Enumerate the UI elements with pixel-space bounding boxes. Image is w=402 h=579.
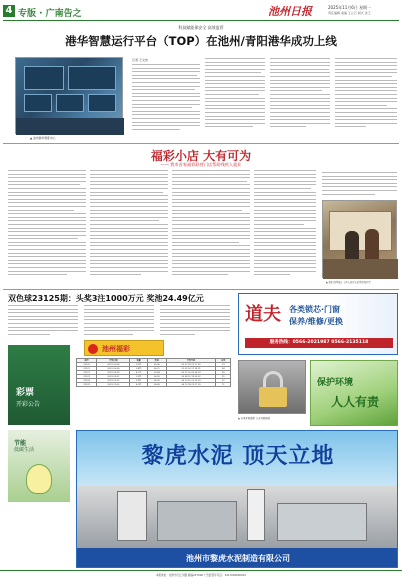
lottery-col-1 bbox=[8, 305, 78, 341]
lottery-header-cell: 销量 bbox=[130, 359, 147, 363]
lottery-cell: 09 bbox=[216, 371, 231, 375]
lottery-cell: 15 bbox=[216, 375, 231, 379]
lottery-cell: 23120 bbox=[77, 363, 97, 367]
article1-photo bbox=[15, 57, 123, 134]
lottery-cell: 02 07 18 22 27 30 bbox=[166, 363, 216, 367]
lottery-header-cell: 奖池 bbox=[147, 359, 166, 363]
article2-photo-caption: ▲ 福彩销售网点 工作人员正在销售福利彩票 bbox=[326, 281, 371, 284]
side-ad-line2: 开彩公告 bbox=[16, 401, 41, 408]
section-title: 专版 · 广南告之 bbox=[18, 9, 82, 19]
locksmith-phone: 服务热线：0566-2021987 0566-2135118 bbox=[245, 338, 393, 348]
lottery-cell: 04 bbox=[216, 367, 231, 371]
lottery-cell: 23124 bbox=[77, 379, 97, 383]
lottery-ad-title: 池州福彩 bbox=[102, 345, 130, 353]
article1-photo-caption: ▲ 池州港华调度中心 bbox=[30, 136, 56, 140]
lottery-cell: 3.8亿 bbox=[130, 367, 147, 371]
article1-column-3 bbox=[270, 58, 330, 138]
lottery-cell: 24.36 bbox=[147, 363, 166, 367]
article2-subtitle: —— 我市首家福彩联营门店帮助残疾人就业 bbox=[160, 162, 242, 167]
locksmith-caption: ▲ 各类开锁服务 专业开锁换锁 bbox=[238, 417, 271, 420]
lottery-col-2 bbox=[84, 305, 154, 341]
article2-column-4 bbox=[254, 170, 316, 285]
table-row bbox=[77, 383, 231, 387]
lottery-cell: 03 08 12 19 26 32 bbox=[166, 375, 216, 379]
article1-column-1 bbox=[132, 64, 200, 138]
lottery-cell: 23125 bbox=[77, 383, 97, 387]
environment-line1: 保护环境 bbox=[317, 378, 354, 388]
lottery-cell: 3.8亿 bbox=[130, 379, 147, 383]
article1-kicker: 科技赋能保安全 高效监管 bbox=[178, 25, 224, 30]
article2-headline: 福彩小店 大有可为 bbox=[150, 149, 252, 163]
lottery-cell: 24.05 bbox=[147, 375, 166, 379]
cement-slogan: 黎虎水泥 顶天立地 bbox=[141, 444, 335, 469]
lottery-cell: 2023-10-31 bbox=[97, 375, 130, 379]
lottery-cell: 24.49 bbox=[147, 383, 166, 387]
lottery-cell: 23123 bbox=[77, 375, 97, 379]
lottery-col-3 bbox=[160, 305, 230, 341]
energy-ad-line2: 低碳生活 bbox=[14, 447, 35, 453]
section-divider bbox=[3, 143, 399, 144]
lottery-cell: 2023-11-05 bbox=[97, 383, 130, 387]
newspaper-logo: 池州日报 bbox=[268, 5, 312, 18]
lottery-cell: 05 11 16 20 24 33 bbox=[166, 371, 216, 375]
energy-ad-line1: 节能 bbox=[14, 440, 27, 447]
section-divider-2 bbox=[3, 289, 399, 290]
lottery-cell: 24.21 bbox=[147, 367, 166, 371]
header-rule bbox=[3, 20, 399, 21]
article1-headline: 港华智慧运行平台（TOP）在池州/青阳港华成功上线 bbox=[65, 34, 337, 48]
lottery-header-cell: 头奖 bbox=[216, 359, 231, 363]
lottery-cell: 11 bbox=[216, 383, 231, 387]
lottery-cell: 2023-10-26 bbox=[97, 367, 130, 371]
lottery-cell: 3.9亿 bbox=[130, 363, 147, 367]
lottery-cell: 04 13 18 23 27 30 bbox=[166, 383, 216, 387]
article2-column-3 bbox=[172, 170, 250, 285]
cement-ad bbox=[76, 430, 398, 568]
page-footer: 本报地址：池州市长江中路 邮编247000 广告经营许可证：3417004000001 bbox=[0, 570, 402, 579]
lottery-cell: 2023-11-02 bbox=[97, 379, 130, 383]
lottery-cell: 4.0亿 bbox=[130, 383, 147, 387]
lottery-results-table bbox=[76, 358, 231, 387]
article1-byline: 记者 王文伟 bbox=[132, 58, 148, 62]
issue-date: 2025年11月6日 星期一 bbox=[328, 5, 372, 10]
lottery-cell: 2023-10-29 bbox=[97, 371, 130, 375]
locksmith-ad bbox=[238, 293, 398, 355]
article2-column-2 bbox=[90, 170, 168, 285]
lottery-header-cell: 开奖号码 bbox=[166, 359, 216, 363]
lottery-ad-banner bbox=[84, 340, 164, 356]
energy-ad bbox=[8, 430, 70, 502]
lottery-cell: 07 bbox=[216, 379, 231, 383]
lottery-header-cell: 期号 bbox=[77, 359, 97, 363]
locksmith-line1: 各类锁芯·门窗 bbox=[289, 305, 341, 314]
lottery-cell: 4.1亿 bbox=[130, 371, 147, 375]
lottery-cell: 01 09 14 17 28 31 bbox=[166, 367, 216, 371]
lottery-header-cell: 开奖日期 bbox=[97, 359, 130, 363]
environment-ad bbox=[310, 360, 398, 426]
locksmith-brand: 道夫 bbox=[245, 304, 281, 325]
lottery-cell: 24.30 bbox=[147, 379, 166, 383]
lottery-side-ad bbox=[8, 345, 70, 425]
lottery-cell: 06 10 15 21 25 29 bbox=[166, 379, 216, 383]
locksmith-line2: 保养/维修/更换 bbox=[289, 317, 343, 326]
lottery-cell: 13 bbox=[216, 363, 231, 367]
cement-company: 池州市黎虎水泥制造有限公司 bbox=[77, 548, 398, 568]
article1-column-2 bbox=[205, 58, 265, 138]
editor-info: 责任编辑 美编 王立石 版式 沈王 bbox=[328, 11, 371, 15]
lottery-cell: 23.98 bbox=[147, 371, 166, 375]
environment-line2: 人人有责 bbox=[331, 395, 380, 409]
article2-column-1 bbox=[8, 170, 86, 285]
article1-column-4 bbox=[335, 58, 397, 138]
page-number: 4 bbox=[3, 5, 15, 17]
locksmith-photo bbox=[238, 360, 306, 414]
lottery-headline: 双色球23125期：头奖3注1000万元 奖池24.49亿元 bbox=[8, 294, 204, 303]
lottery-cell: 2023-10-24 bbox=[97, 363, 130, 367]
side-ad-line1: 彩票 bbox=[16, 388, 35, 398]
article2-photo bbox=[322, 200, 397, 278]
article2-column-5 bbox=[322, 172, 397, 198]
lottery-cell: 3.9亿 bbox=[130, 375, 147, 379]
lottery-cell: 23122 bbox=[77, 371, 97, 375]
lottery-cell: 23121 bbox=[77, 367, 97, 371]
